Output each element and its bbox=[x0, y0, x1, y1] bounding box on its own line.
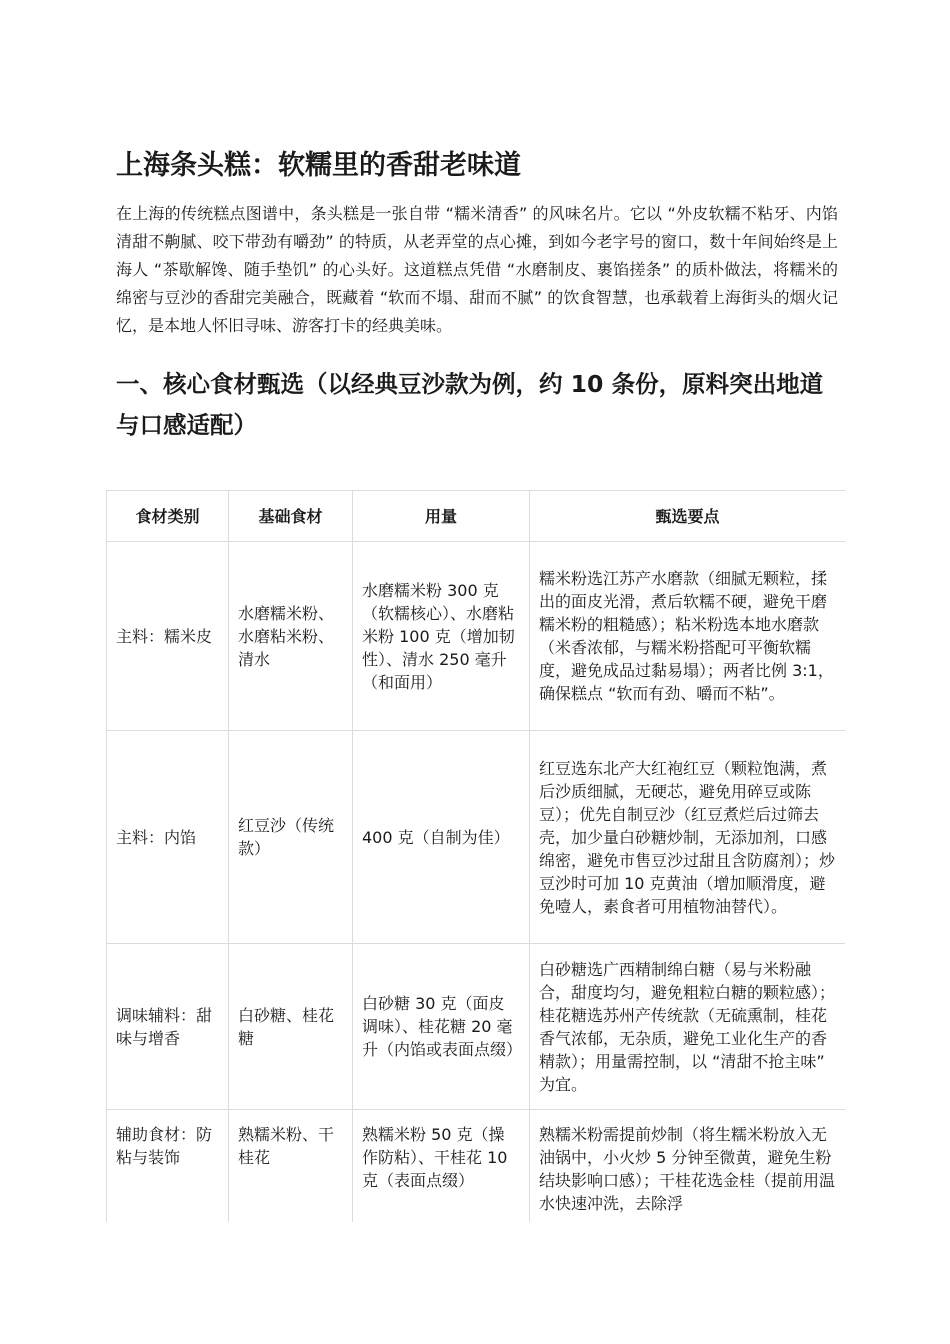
cell-amount: 熟糯米粉 50 克（操作防粘）、干桂花 10 克（表面点缀） bbox=[353, 1110, 530, 1223]
cell-tips: 熟糯米粉需提前炒制（将生糯米粉放入无油锅中，小火炒 5 分钟至微黄，避免生粉结块影响口感）；干桂花选金桂（提前用温水快速冲洗，去除浮 bbox=[530, 1110, 846, 1223]
cell-amount: 白砂糖 30 克（面皮调味）、桂花糖 20 毫升（内馅或表面点缀） bbox=[353, 944, 530, 1110]
ingredients-table-container bbox=[106, 490, 845, 1222]
cell-ingredients: 水磨糯米粉、水磨粘米粉、清水 bbox=[229, 542, 353, 731]
header-tips: 甄选要点 bbox=[530, 491, 846, 542]
cell-category: 调味辅料：甜味与增香 bbox=[107, 944, 229, 1110]
cell-tips: 白砂糖选广西精制绵白糖（易与米粉融合，甜度均匀，避免粗粒白糖的颗粒感）；桂花糖选苏州产传统款（无硫熏制，桂花香气浓郁，无杂质，避免工业化生产的香精款）；用量需控制，以 “清甜不抢主味” 为宜。 bbox=[530, 944, 846, 1110]
intro-paragraph: 在上海的传统糕点图谱中，条头糕是一张自带 “糯米清香” 的风味名片。它以 “外皮软糯不粘牙、内馅清甜不齁腻、咬下带劲有嚼劲” 的特质，从老弄堂的点心摊，到如今老字号的窗口，数十年间始终是上海人 “茶歇解馋、随手垫饥” 的心头好。这道糕点凭借 “水磨制皮、裹馅搓条” 的质朴做法，将糯米的绵密与豆沙的香甜完美融合，既藏着 “软而不塌、甜而不腻” 的饮食智慧，也承载着上海街头的烟火记忆，是本地人怀旧寻味、游客打卡的经典美味。 bbox=[116, 204, 838, 335]
table-row bbox=[107, 731, 846, 944]
cell-amount: 水磨糯米粉 300 克（软糯核心）、水磨粘米粉 100 克（增加韧性）、清水 250 毫升（和面用） bbox=[353, 542, 530, 731]
cell-ingredients: 白砂糖、桂花糖 bbox=[229, 944, 353, 1110]
cell-tips: 红豆选东北产大红袍红豆（颗粒饱满，煮后沙质细腻，无硬芯，避免用碎豆或陈豆）；优先自制豆沙（红豆煮烂后过筛去壳，加少量白砂糖炒制，无添加剂，口感绵密，避免市售豆沙过甜且含防腐剂）；炒豆沙时可加 10 克黄油（增加顺滑度，避免噎人，素食者可用植物油替代）。 bbox=[530, 731, 846, 944]
cell-category: 辅助食材：防粘与装饰 bbox=[107, 1110, 229, 1223]
cell-tips: 糯米粉选江苏产水磨款（细腻无颗粒，揉出的面皮光滑，煮后软糯不硬，避免干磨糯米粉的粗糙感）；粘米粉选本地水磨款（米香浓郁，与糯米粉搭配可平衡软糯度，避免成品过黏易塌）；两者比例 3:1，确保糕点 “软而有劲、嚼而不粘”。 bbox=[530, 542, 846, 731]
ingredients-table bbox=[106, 490, 845, 1222]
table-header-row bbox=[107, 491, 846, 542]
cell-amount: 400 克（自制为佳） bbox=[353, 731, 530, 944]
document-title: 上海条头糕：软糯里的香甜老味道 bbox=[116, 150, 521, 181]
section-heading: 一、核心食材甄选（以经典豆沙款为例，约 10 条份，原料突出地道与口感适配） bbox=[116, 370, 824, 439]
cell-category: 主料：糯米皮 bbox=[107, 542, 229, 731]
cell-ingredients: 红豆沙（传统款） bbox=[229, 731, 353, 944]
table-row bbox=[107, 542, 846, 731]
table-row bbox=[107, 944, 846, 1110]
header-amount: 用量 bbox=[353, 491, 530, 542]
cell-ingredients: 熟糯米粉、干桂花 bbox=[229, 1110, 353, 1223]
cell-category: 主料：内馅 bbox=[107, 731, 229, 944]
table-row bbox=[107, 1110, 846, 1223]
header-ingredients: 基础食材 bbox=[229, 491, 353, 542]
header-category: 食材类别 bbox=[107, 491, 229, 542]
